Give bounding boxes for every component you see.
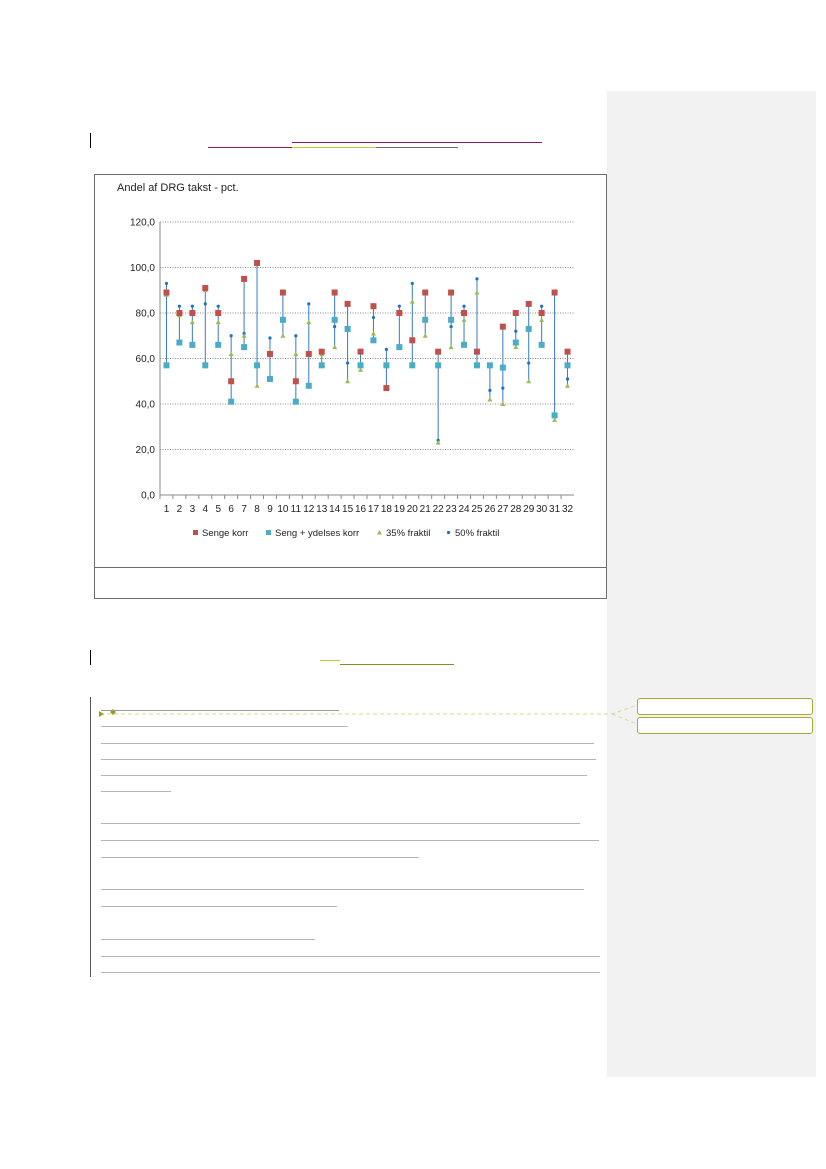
text-line — [101, 791, 171, 792]
legend-label: Seng + ydelses korr — [275, 528, 360, 539]
data-point-35-fraktil — [242, 333, 247, 338]
drg-chart — [94, 174, 607, 599]
data-point-senge-korr — [306, 351, 312, 357]
data-point-senge-korr — [565, 349, 571, 355]
data-point-50-fraktil — [204, 302, 207, 305]
data-point-senge-korr — [319, 349, 325, 355]
data-point-seng-ydelses-korr — [435, 362, 441, 368]
data-point-senge-korr — [345, 301, 351, 307]
tracked-change-underline — [292, 142, 542, 143]
data-point-35-fraktil — [371, 331, 376, 336]
text-line — [101, 906, 337, 907]
data-point-senge-korr — [383, 385, 389, 391]
x-tick-label: 14 — [329, 504, 341, 515]
data-point-seng-ydelses-korr — [306, 383, 312, 389]
change-bar-body — [90, 697, 91, 977]
legend-marker — [377, 530, 382, 535]
data-point-35-fraktil — [216, 320, 221, 325]
y-tick-label: 0,0 — [141, 490, 155, 502]
data-point-seng-ydelses-korr — [539, 342, 545, 348]
data-point-35-fraktil — [565, 383, 570, 388]
data-point-35-fraktil — [332, 345, 337, 350]
x-tick-label: 1 — [163, 504, 170, 515]
y-tick-label: 60,0 — [135, 354, 155, 365]
x-tick-label: 19 — [393, 504, 405, 515]
legend-label: 35% fraktil — [386, 528, 431, 539]
data-point-50-fraktil — [566, 377, 569, 380]
x-tick-label: 2 — [176, 504, 183, 515]
chart-svg — [95, 175, 606, 567]
data-point-seng-ydelses-korr — [513, 340, 519, 346]
x-tick-label: 16 — [354, 504, 367, 515]
x-tick-label: 27 — [497, 504, 509, 515]
data-point-seng-ydelses-korr — [552, 412, 558, 418]
data-point-senge-korr — [435, 349, 441, 355]
legend-marker — [447, 531, 450, 534]
y-tick-label: 20,0 — [135, 445, 155, 456]
data-point-seng-ydelses-korr — [409, 362, 415, 368]
x-tick-label: 20 — [406, 504, 418, 515]
x-tick-label: 10 — [277, 504, 289, 515]
data-point-35-fraktil — [410, 299, 415, 304]
data-point-senge-korr — [241, 276, 247, 282]
data-point-50-fraktil — [346, 361, 349, 364]
data-point-seng-ydelses-korr — [358, 362, 364, 368]
chart-title: Andel af DRG takst - pct. — [117, 182, 239, 194]
data-point-seng-ydelses-korr — [526, 326, 532, 332]
data-point-50-fraktil — [372, 316, 375, 319]
data-point-seng-ydelses-korr — [370, 337, 376, 343]
data-point-35-fraktil — [255, 383, 260, 388]
data-point-50-fraktil — [514, 330, 517, 333]
x-tick-label: 13 — [316, 504, 328, 515]
data-point-senge-korr — [513, 310, 519, 316]
x-tick-label: 3 — [189, 504, 196, 515]
data-point-35-fraktil — [500, 402, 505, 407]
data-point-seng-ydelses-korr — [487, 362, 493, 368]
data-point-35-fraktil — [280, 333, 285, 338]
change-bar-source — [90, 650, 91, 665]
tracked-change-underline — [208, 147, 292, 148]
x-tick-label: 25 — [471, 504, 483, 515]
chart-source-divider — [95, 567, 606, 568]
data-point-35-fraktil — [539, 317, 544, 322]
x-tick-label: 9 — [267, 504, 273, 515]
text-line — [101, 939, 315, 940]
data-point-seng-ydelses-korr — [461, 342, 467, 348]
text-line — [101, 972, 600, 973]
data-point-50-fraktil — [488, 389, 491, 392]
data-point-senge-korr — [539, 310, 545, 316]
tracked-change-underline — [376, 147, 458, 148]
text-line — [101, 857, 419, 858]
text-line — [101, 775, 587, 776]
x-tick-label: 29 — [523, 504, 535, 515]
data-point-senge-korr — [293, 378, 299, 384]
x-tick-label: 31 — [549, 504, 561, 515]
data-point-seng-ydelses-korr — [163, 362, 169, 368]
x-tick-label: 24 — [458, 504, 470, 515]
data-point-senge-korr — [396, 310, 402, 316]
data-point-seng-ydelses-korr — [176, 340, 182, 346]
data-point-50-fraktil — [527, 361, 530, 364]
tracked-change-underline — [292, 147, 376, 148]
data-point-senge-korr — [254, 260, 260, 266]
comment-pane — [607, 91, 816, 1077]
data-point-50-fraktil — [398, 305, 401, 308]
x-tick-label: 7 — [241, 504, 247, 515]
x-tick-label: 4 — [202, 504, 209, 515]
data-point-50-fraktil — [294, 334, 297, 337]
data-point-50-fraktil — [268, 336, 271, 339]
data-point-50-fraktil — [307, 302, 310, 305]
data-point-senge-korr — [422, 290, 428, 296]
legend-label: 50% fraktil — [455, 528, 500, 539]
data-point-senge-korr — [474, 349, 480, 355]
x-tick-label: 21 — [419, 504, 431, 515]
text-line — [101, 823, 580, 824]
data-point-35-fraktil — [462, 317, 467, 322]
x-tick-label: 23 — [445, 504, 457, 515]
data-point-senge-korr — [409, 337, 415, 343]
data-point-50-fraktil — [501, 386, 504, 389]
data-point-50-fraktil — [475, 277, 478, 280]
data-point-senge-korr — [448, 290, 454, 296]
x-tick-label: 18 — [380, 504, 392, 515]
x-tick-label: 17 — [367, 504, 380, 515]
data-point-senge-korr — [526, 301, 532, 307]
comment-balloon-2[interactable] — [637, 717, 813, 734]
data-point-senge-korr — [267, 351, 273, 357]
text-line — [101, 840, 599, 841]
data-point-seng-ydelses-korr — [280, 317, 286, 323]
data-point-seng-ydelses-korr — [448, 317, 454, 323]
data-point-50-fraktil — [178, 305, 181, 308]
x-tick-label: 11 — [290, 504, 302, 515]
text-line — [101, 889, 584, 890]
y-tick-label: 80,0 — [135, 308, 155, 320]
data-point-seng-ydelses-korr — [215, 342, 221, 348]
data-point-50-fraktil — [411, 282, 414, 285]
data-point-seng-ydelses-korr — [565, 362, 571, 368]
data-point-seng-ydelses-korr — [422, 317, 428, 323]
data-point-senge-korr — [215, 310, 221, 316]
data-point-seng-ydelses-korr — [267, 376, 273, 382]
data-point-seng-ydelses-korr — [319, 362, 325, 368]
data-point-seng-ydelses-korr — [500, 365, 506, 371]
text-line — [101, 759, 596, 760]
data-point-seng-ydelses-korr — [345, 326, 351, 332]
data-point-senge-korr — [163, 290, 169, 296]
data-point-35-fraktil — [526, 379, 531, 384]
x-tick-label: 22 — [432, 504, 444, 515]
data-point-35-fraktil — [229, 351, 234, 356]
data-point-35-fraktil — [436, 440, 441, 445]
data-point-senge-korr — [358, 349, 364, 355]
data-point-seng-ydelses-korr — [189, 342, 195, 348]
data-point-seng-ydelses-korr — [254, 362, 260, 368]
data-point-seng-ydelses-korr — [396, 344, 402, 350]
y-tick-label: 40,0 — [135, 399, 155, 411]
data-point-50-fraktil — [385, 348, 388, 351]
data-point-35-fraktil — [306, 320, 311, 325]
x-tick-label: 12 — [303, 504, 315, 515]
data-point-35-fraktil — [449, 345, 454, 350]
data-point-35-fraktil — [474, 290, 479, 295]
x-tick-label: 28 — [510, 504, 522, 515]
data-point-35-fraktil — [487, 397, 492, 402]
text-line — [101, 956, 600, 957]
data-point-senge-korr — [552, 290, 558, 296]
legend-marker — [266, 530, 271, 535]
x-tick-label: 30 — [536, 504, 548, 515]
data-point-senge-korr — [228, 378, 234, 384]
data-point-senge-korr — [280, 290, 286, 296]
change-bar-caption — [90, 133, 91, 148]
data-point-seng-ydelses-korr — [383, 362, 389, 368]
data-point-50-fraktil — [165, 282, 168, 285]
x-tick-label: 5 — [215, 504, 221, 515]
x-tick-label: 15 — [342, 504, 354, 515]
data-point-50-fraktil — [462, 305, 465, 308]
data-point-seng-ydelses-korr — [202, 362, 208, 368]
data-point-35-fraktil — [293, 351, 298, 356]
data-point-senge-korr — [176, 310, 182, 316]
data-point-senge-korr — [202, 285, 208, 291]
data-point-senge-korr — [370, 303, 376, 309]
data-point-50-fraktil — [449, 325, 452, 328]
text-line — [101, 743, 594, 744]
tracked-change-underline — [340, 664, 454, 665]
x-tick-label: 26 — [484, 504, 496, 515]
data-point-35-fraktil — [345, 379, 350, 384]
legend-marker — [193, 530, 198, 535]
data-point-50-fraktil — [230, 334, 233, 337]
comment-balloon-1[interactable] — [637, 698, 813, 715]
data-point-35-fraktil — [190, 320, 195, 325]
text-line — [101, 726, 348, 727]
x-tick-label: 6 — [228, 504, 234, 515]
x-tick-label: 8 — [254, 504, 260, 515]
data-point-seng-ydelses-korr — [241, 344, 247, 350]
y-tick-label: 120,0 — [129, 217, 155, 229]
tracked-change-underline — [320, 660, 340, 661]
data-point-seng-ydelses-korr — [474, 362, 480, 368]
data-point-seng-ydelses-korr — [293, 399, 299, 405]
data-point-35-fraktil — [423, 333, 428, 338]
data-point-senge-korr — [500, 324, 506, 330]
data-point-50-fraktil — [217, 305, 220, 308]
y-tick-label: 100,0 — [129, 263, 155, 274]
data-point-seng-ydelses-korr — [332, 317, 338, 323]
x-tick-label: 32 — [561, 504, 574, 515]
data-point-50-fraktil — [333, 325, 336, 328]
data-point-senge-korr — [461, 310, 467, 316]
data-point-senge-korr — [332, 290, 338, 296]
data-point-50-fraktil — [540, 305, 543, 308]
data-point-senge-korr — [189, 310, 195, 316]
data-point-50-fraktil — [191, 305, 194, 308]
legend-label: Senge korr — [202, 528, 249, 539]
text-line — [101, 710, 339, 711]
data-point-seng-ydelses-korr — [228, 399, 234, 405]
